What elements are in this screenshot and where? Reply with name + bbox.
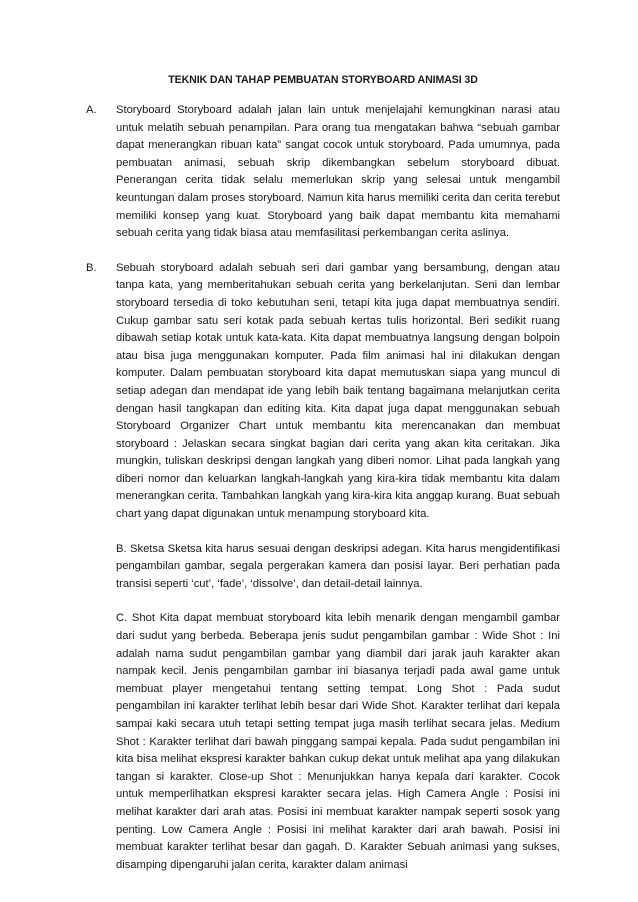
paragraph-spacer: [86, 243, 560, 260]
document-title: TEKNIK DAN TAHAP PEMBUATAN STORYBOARD ANIMASI 3D: [168, 74, 478, 86]
section-b-text: Sebuah storyboard adalah sebuah seri dari gambar yang bersambung, dengan atau tanpa kata, yang memberitahukan sebuah cerita yang berkelanjutan. Seni dan lembar storyboard tersedia di toko kebutuhan seni, tetapi kita juga dapat membuatnya sendiri. Cukup gambar satu seri kotak pada sebuah kertas tulis horizontal. Beri sedikit ruang dibawah setiap kotak untuk kata-kata. Kita dapat membuatnya langsung dengan bolpoin atau bisa juga menggunakan komputer. Pada film animasi hal ini dilakukan dengan komputer. Dalam pembuatan storyboard kita dapat memutuskan siapa yang muncul di setiap adegan dan mendapat ide yang lebih baik tentang bagaimana melanjutkan cerita dengan hasil tangkapan dan editing kita. Kita dapat juga dapat menggunakan sebuah Storyboard Organizer Chart untuk membantu kita merencanakan dan membuat storyboard : Jelaskan secara singkat bagian dari cerita yang akan kita ceritakan. Jika mungkin, tuliskan deskripsi dengan langkah yang diberi nomor. Lihat pada langkah yang diberi nomor dan keluarkan langkah-langkah yang kira-kira tidak membantu kita dalam menerangkan cerita. Tambahkan langkah yang kira-kira kita anggap kurang. Buat sebuah chart yang dapat digunakan untuk menampung storyboard kita.: [116, 261, 560, 521]
paragraph-spacer: [86, 524, 560, 541]
section-a-marker: A.: [86, 104, 97, 116]
section-b-marker: B.: [86, 261, 97, 274]
sketsa-paragraph: B. Sketsa Sketsa kita harus sesuai dengan deskripsi adegan. Kita harus mengidentifikasi pengambilan gambar, segala pergerakan kamera dan posisi layar. Beri perhatian pada transisi seperti ‘cut’, ‘fade’, ‘dissolve’, dan detail-detail lainnya.: [116, 542, 560, 590]
section-a-text: Storyboard Storyboard adalah jalan lain untuk menjelajahi kemungkinan narasi atau untuk melatih sebuah penampilan. Para orang tua mengatakan bahwa “sebuah gambar dapat menerangkan ribuan kata” sangat cocok untuk storyboard. Pada umumnya, pada pembuatan animasi, sebuah skrip dikembangkan sebelum storyboard dibuat. Penerangan cerita tidak selalu memerlukan skrip yang selesai untuk mengambil keuntungan dalam proses storyboard. Namun kita harus memiliki cerita dan cerita terebut memiliki konsep yang kuat. Storyboard yang baik dapat membantu kita memahami sebuah cerita yang tidak biasa atau memfasilitasi perkembangan cerita aslinya.: [116, 104, 560, 240]
paragraph-spacer: [86, 593, 560, 610]
shot-paragraph: C. Shot Kita dapat membuat storyboard kita lebih menarik dengan mengambil gambar dari sudut yang berbeda. Beberapa jenis sudut pengambilan gambar : Wide Shot : Ini adalah nama sudut pengambilan gambar yang diambil dari jarak jauh karakter akan nampak kecil. Jenis pengambilan gambar ini biasanya terjadi pada awal game untuk membuat player mengetahui tentang setting tempat. Long Shot : Pada sudut pengambilan ini karakter terlihat lebih besar dari Wide Shot. Karakter terlihat dari kepala sampai kaki secara utuh tetapi setting tempat juga masih terlihat secara jelas. Medium Shot : Karakter terlihat dari bawah pinggang sampai kepala. Pada sudut pengambilan ini kita bisa melihat ekspresi karakter bahkan cukup dekat untuk melihat apa yang dilakukan tangan si karakter. Close-up Shot : Menunjukkan hanya kepala dari karakter. Cocok untuk memperlihatkan ekspresi karakter secara jelas. High Camera Angle : Posisi ini melihat karakter dari arah atas. Posisi ini membuat karakter nampak seperti sosok yang penting. Low Camera Angle : Posisi ini melihat karakter dari arah bawah. Posisi ini membuat karakter terlihat besar dan gagah. D. Karakter Sebuah animasi yang sukses, disamping dipengaruhi jalan cerita, karakter dalam animasi: [116, 612, 560, 871]
section-b: [86, 260, 560, 524]
section-a: [86, 102, 560, 243]
